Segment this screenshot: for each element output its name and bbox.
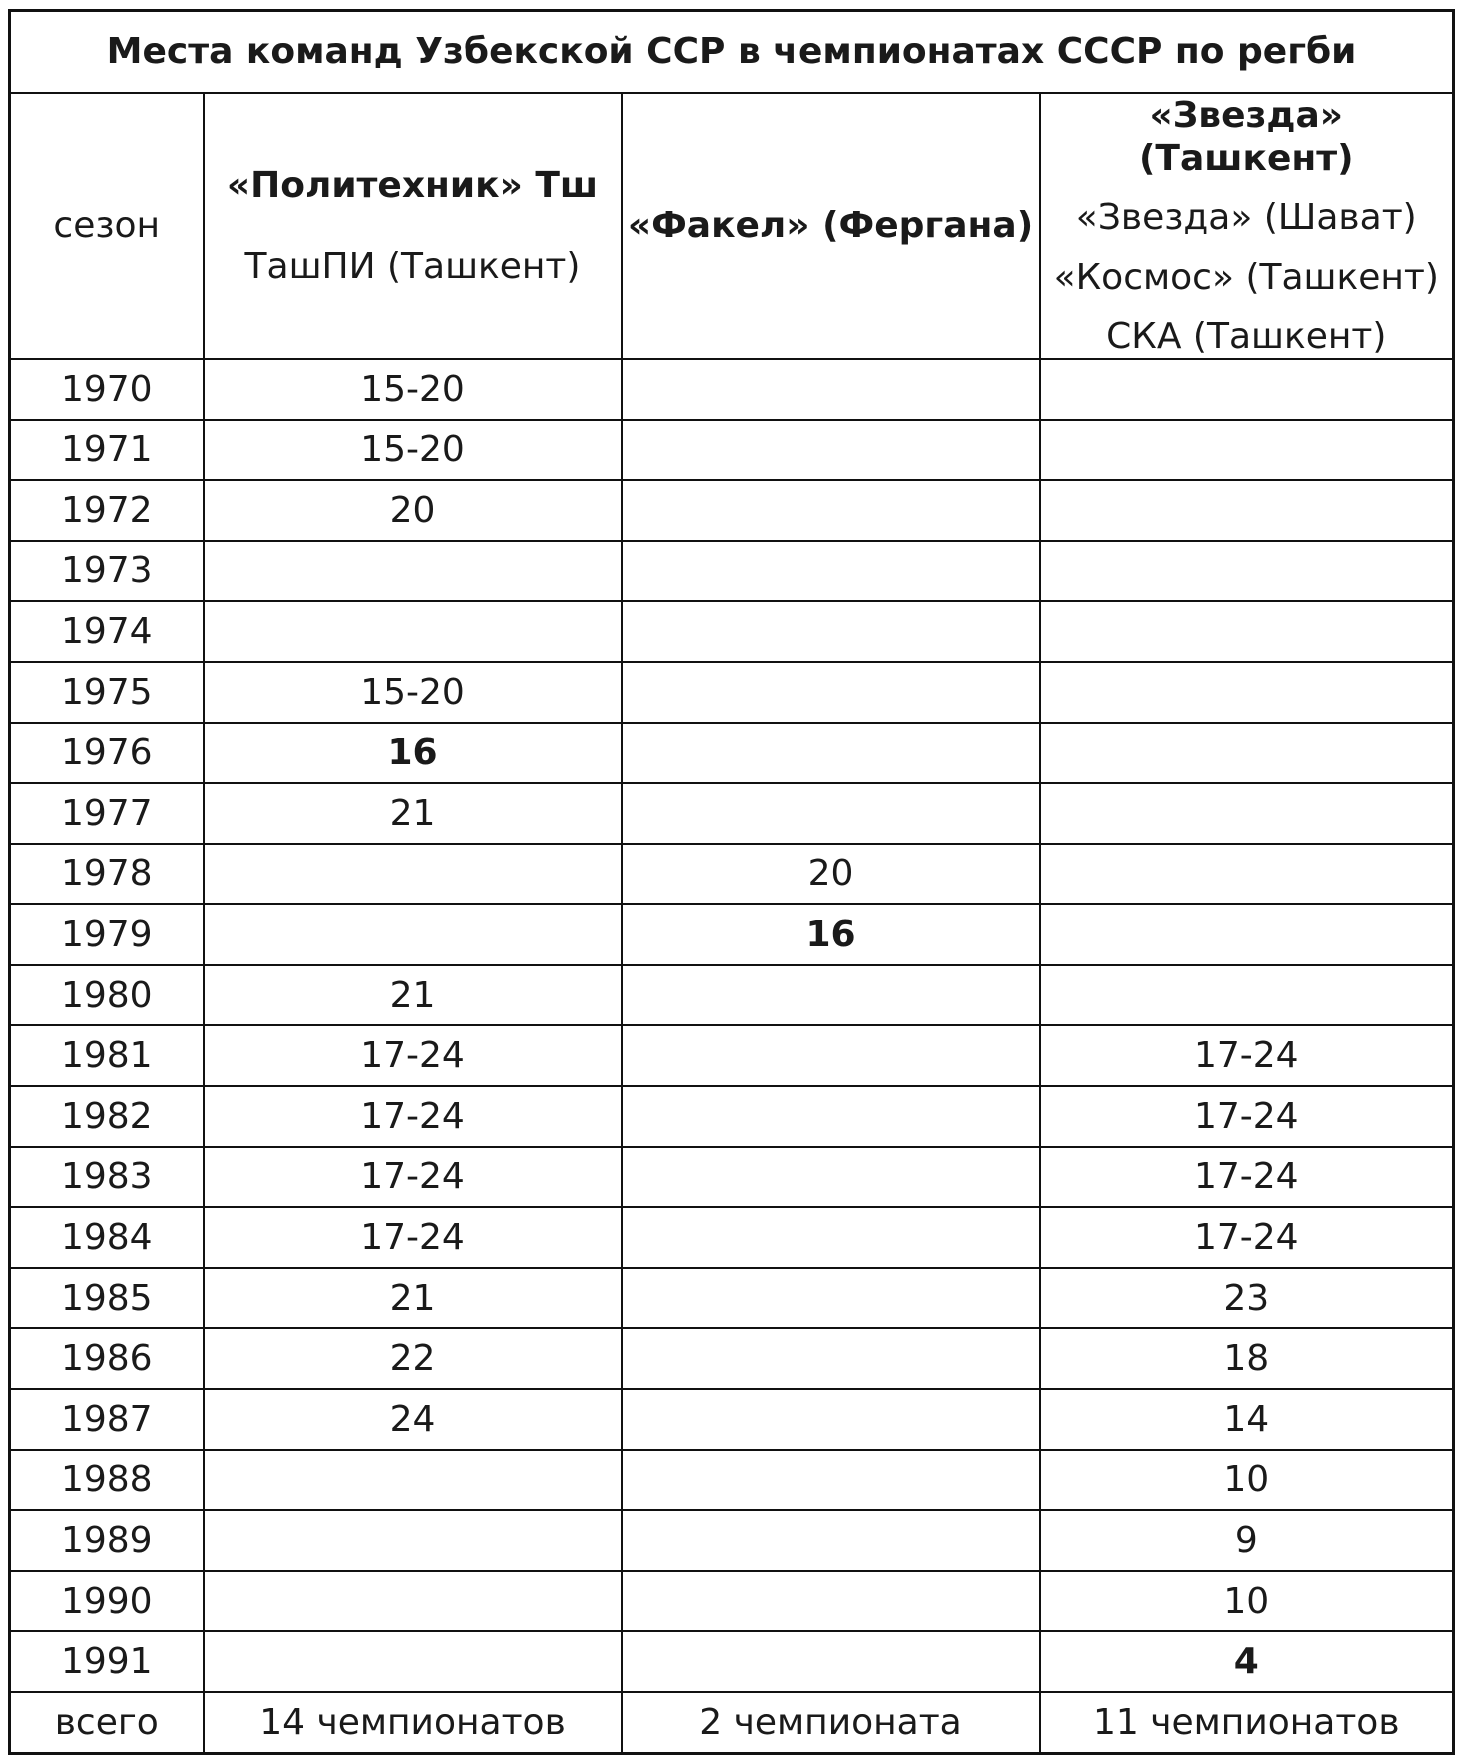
header-politekhnik: «Политехник» Тш ТашПИ (Ташкент) [204,93,622,359]
zvezda-cell: 9 [1040,1510,1454,1571]
zvezda-cell: 17-24 [1040,1147,1454,1208]
politekhnik-cell: 20 [204,480,622,541]
season-cell: 1975 [10,662,204,723]
fakel-cell [622,783,1040,844]
zvezda-cell: 14 [1040,1389,1454,1450]
politekhnik-cell: 16 [204,723,622,784]
zvezda-cell [1040,601,1454,662]
politekhnik-cell [204,904,622,965]
table-row [10,723,1454,784]
header-row [10,93,1454,359]
table-row [10,1086,1454,1147]
politekhnik-cell [204,1450,622,1511]
season-cell: 1981 [10,1025,204,1086]
season-cell: 1986 [10,1328,204,1389]
table-row [10,1268,1454,1329]
zvezda-cell [1040,480,1454,541]
table-row [10,480,1454,541]
politekhnik-cell: 22 [204,1328,622,1389]
fakel-cell [622,662,1040,723]
zvezda-cell: 17-24 [1040,1025,1454,1086]
zvezda-cell: 23 [1040,1268,1454,1329]
table-row [10,1389,1454,1450]
politekhnik-cell [204,601,622,662]
fakel-cell [622,1631,1040,1692]
politekhnik-cell: 17-24 [204,1086,622,1147]
totals-fakel: 2 чемпионата [622,1692,1040,1753]
fakel-cell [622,1510,1040,1571]
fakel-cell [622,1207,1040,1268]
fakel-cell [622,1147,1040,1208]
politekhnik-cell: 24 [204,1389,622,1450]
fakel-cell [622,1571,1040,1632]
table-row [10,601,1454,662]
table-row [10,1510,1454,1571]
politekhnik-cell: 15-20 [204,359,622,420]
table-row [10,965,1454,1026]
season-cell: 1979 [10,904,204,965]
zvezda-cell [1040,662,1454,723]
zvezda-cell: 17-24 [1040,1086,1454,1147]
table-row [10,1631,1454,1692]
fakel-cell [622,1025,1040,1086]
zvezda-cell [1040,965,1454,1026]
season-cell: 1980 [10,965,204,1026]
season-cell: 1973 [10,541,204,602]
table-row [10,541,1454,602]
zvezda-cell [1040,723,1454,784]
fakel-cell [622,965,1040,1026]
standings-table [8,9,1455,1755]
season-cell: 1985 [10,1268,204,1329]
season-cell: 1971 [10,420,204,481]
fakel-cell [622,359,1040,420]
table-row [10,1147,1454,1208]
table-row [10,844,1454,905]
politekhnik-cell: 21 [204,965,622,1026]
totals-politekhnik: 14 чемпионатов [204,1692,622,1753]
politekhnik-cell: 17-24 [204,1147,622,1208]
table-row [10,1450,1454,1511]
table-row [10,783,1454,844]
politekhnik-cell: 17-24 [204,1025,622,1086]
zvezda-cell: 10 [1040,1571,1454,1632]
fakel-cell [622,420,1040,481]
header-zvezda: «Звезда» (Ташкент) «Звезда» (Шават) «Космос» (Ташкент) СКА (Ташкент) [1040,93,1454,359]
season-cell: 1982 [10,1086,204,1147]
politekhnik-cell: 15-20 [204,662,622,723]
totals-zvezda: 11 чемпионатов [1040,1692,1454,1753]
politekhnik-cell: 17-24 [204,1207,622,1268]
season-cell: 1987 [10,1389,204,1450]
fakel-cell [622,601,1040,662]
fakel-cell [622,1389,1040,1450]
season-cell: 1970 [10,359,204,420]
table-row [10,1207,1454,1268]
fakel-cell [622,1328,1040,1389]
totals-row [10,1692,1454,1753]
season-cell: 1988 [10,1450,204,1511]
table-row [10,1328,1454,1389]
zvezda-cell [1040,844,1454,905]
table-title: Места команд Узбекской ССР в чемпионатах СССР по регби [10,11,1454,94]
zvezda-cell [1040,420,1454,481]
fakel-cell [622,480,1040,541]
politekhnik-cell [204,541,622,602]
table-row [10,662,1454,723]
totals-label: всего [10,1692,204,1753]
header-fakel: «Факел» (Фергана) [622,93,1040,359]
season-cell: 1984 [10,1207,204,1268]
zvezda-cell: 4 [1040,1631,1454,1692]
header-season: сезон [10,93,204,359]
season-cell: 1978 [10,844,204,905]
zvezda-cell [1040,359,1454,420]
season-cell: 1977 [10,783,204,844]
zvezda-cell: 17-24 [1040,1207,1454,1268]
zvezda-cell [1040,541,1454,602]
fakel-cell [622,1268,1040,1329]
season-cell: 1976 [10,723,204,784]
table-row [10,420,1454,481]
fakel-cell [622,541,1040,602]
politekhnik-cell: 21 [204,1268,622,1329]
fakel-cell: 16 [622,904,1040,965]
fakel-cell [622,1086,1040,1147]
politekhnik-cell [204,1631,622,1692]
title-row [10,11,1454,94]
season-cell: 1991 [10,1631,204,1692]
zvezda-cell: 18 [1040,1328,1454,1389]
table-row [10,359,1454,420]
season-cell: 1990 [10,1571,204,1632]
politekhnik-cell [204,844,622,905]
fakel-cell: 20 [622,844,1040,905]
fakel-cell [622,723,1040,784]
table-row [10,904,1454,965]
table-row [10,1025,1454,1086]
season-cell: 1974 [10,601,204,662]
politekhnik-cell [204,1571,622,1632]
zvezda-cell [1040,783,1454,844]
season-cell: 1972 [10,480,204,541]
season-cell: 1989 [10,1510,204,1571]
table-row [10,1571,1454,1632]
zvezda-cell: 10 [1040,1450,1454,1511]
zvezda-cell [1040,904,1454,965]
fakel-cell [622,1450,1040,1511]
politekhnik-cell: 15-20 [204,420,622,481]
politekhnik-cell [204,1510,622,1571]
season-cell: 1983 [10,1147,204,1208]
politekhnik-cell: 21 [204,783,622,844]
